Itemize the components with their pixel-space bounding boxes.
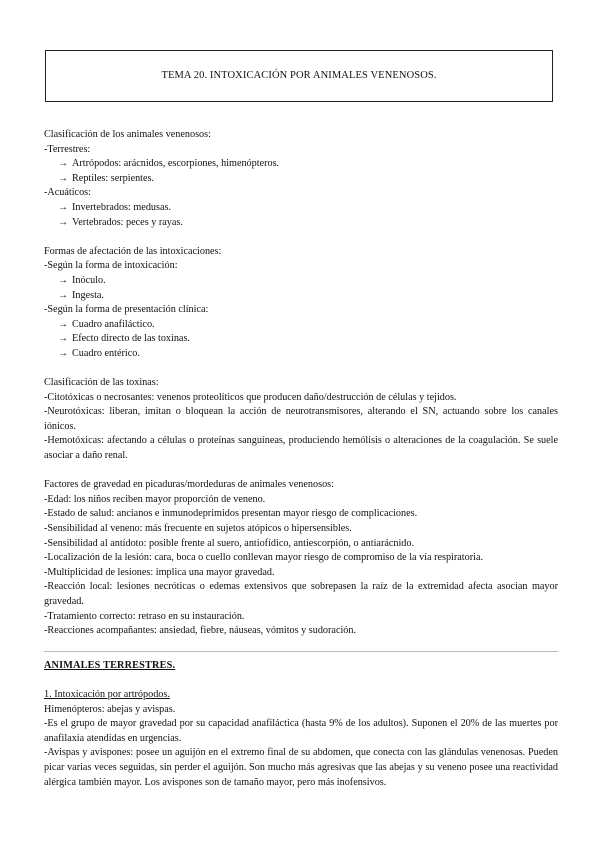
section-divider	[44, 651, 558, 652]
subsection-heading-artropodos: 1. Intoxicación por artrópodos.	[44, 688, 170, 700]
section-heading-factores: Factores de gravedad en picaduras/mordeduras de animales venenosos:	[44, 479, 334, 491]
list-item: → Cuadro entérico.	[44, 347, 558, 362]
paragraph: -Reacción local: lesiones necróticas o edemas extensivos que sobrepasen la raíz de la extremidad afecta asocian mayor gravedad.	[44, 581, 558, 607]
list-item: → Cuadro anafiláctico.	[44, 318, 558, 333]
arrow-right-icon: →	[58, 289, 69, 301]
arrow-right-icon: →	[58, 333, 69, 345]
paragraph: -Multiplicidad de lesiones: implica una mayor gravedad.	[44, 566, 275, 578]
paragraph: -Citotóxicas o necrosantes: venenos proteolíticos que producen daño/destrucción de células y tejidos.	[44, 391, 457, 403]
paragraph: -Tratamiento correcto: retraso en su instauración.	[44, 610, 245, 622]
arrow-right-icon: →	[58, 172, 69, 184]
section-heading-formas: Formas de afectación de las intoxicaciones:	[44, 245, 222, 257]
section-heading-toxinas: Clasificación de las toxinas:	[44, 377, 159, 389]
paragraph: -Reacciones acompañantes: ansiedad, fiebre, náuseas, vómitos y sudoración.	[44, 625, 357, 637]
arrow-right-icon: →	[58, 158, 69, 170]
arrow-right-icon: →	[58, 318, 69, 330]
group-forma-intoxicacion: -Según la forma de intoxicación:	[44, 260, 178, 272]
paragraph: -Edad: los niños reciben mayor proporción de veneno.	[44, 493, 266, 505]
list-item: → Efecto directo de las toxinas.	[44, 332, 558, 347]
paragraph: -Localización de la lesión: cara, boca o cuello conllevan mayor riesgo de compromiso de la vía respiratoria.	[44, 552, 484, 564]
paragraph: -Hemotóxicas: afectando a células o proteínas sanguíneas, produciendo hemólisis o alteraciones de la coagulación. Se suele asociar a daño renal.	[44, 435, 558, 462]
section-heading-animales-terrestres: ANIMALES TERRESTRES.	[44, 659, 176, 671]
list-item: → Inóculo.	[44, 274, 558, 289]
arrow-right-icon: →	[58, 216, 69, 228]
paragraph: -Es el grupo de mayor gravedad por su capacidad anafiláctica (hasta 9% de los adultos). Suponen el 20% de las muertes por anafilaxia atendidas en urgencias.	[44, 718, 558, 744]
section-heading-clasificacion-animales: Clasificación de los animales venenosos:	[44, 129, 211, 140]
list-item: → Artrópodos: arácnidos, escorpiones, himenópteros.	[44, 157, 558, 172]
paragraph: -Sensibilidad al antídoto: posible frente al suero, antiofídico, antiescorpión, o antiarácnido.	[44, 537, 415, 549]
paragraph: -Estado de salud: ancianos e inmunodeprimidos presentan mayor riesgo de complicaciones.	[44, 508, 418, 520]
page-title: TEMA 20. INTOXICACIÓN POR ANIMALES VENENOSOS.	[161, 69, 437, 81]
arrow-right-icon: →	[58, 201, 69, 213]
title-box	[45, 50, 553, 102]
group-terrestres: -Terrestres:	[44, 143, 91, 155]
paragraph: -Neurotóxicas: liberan, imitan o bloquean la acción de neurotransmisores, alterando el SN, actuando sobre los canales iónicos.	[44, 406, 558, 432]
list-item: → Ingesta.	[44, 289, 558, 304]
list-item: → Reptiles: serpientes.	[44, 172, 558, 187]
arrow-right-icon: →	[58, 274, 69, 286]
list-item: → Invertebrados: medusas.	[44, 201, 558, 216]
list-item: → Vertebrados: peces y rayas.	[44, 216, 558, 231]
paragraph: -Sensibilidad al veneno: más frecuente en sujetos atópicos o hipersensibles.	[44, 523, 352, 535]
paragraph: -Avispas y avispones: posee un aguijón en el extremo final de su abdomen, que conecta con las glándulas venenosas. Pueden picar varias veces seguidas, sin perder el aguijón. Son mucho más agresivas que las abejas y su veneno posee una reactividad alérgica también mayor. Los avispones son de tamaño mayor, pero más inofensivos.	[44, 747, 558, 788]
arrow-right-icon: →	[58, 347, 69, 359]
document-body	[44, 128, 558, 790]
group-presentacion-clinica: -Según la forma de presentación clínica:	[44, 304, 209, 316]
group-acuaticos: -Acuáticos:	[44, 187, 91, 199]
paragraph: Himenópteros: abejas y avispas.	[44, 703, 176, 715]
